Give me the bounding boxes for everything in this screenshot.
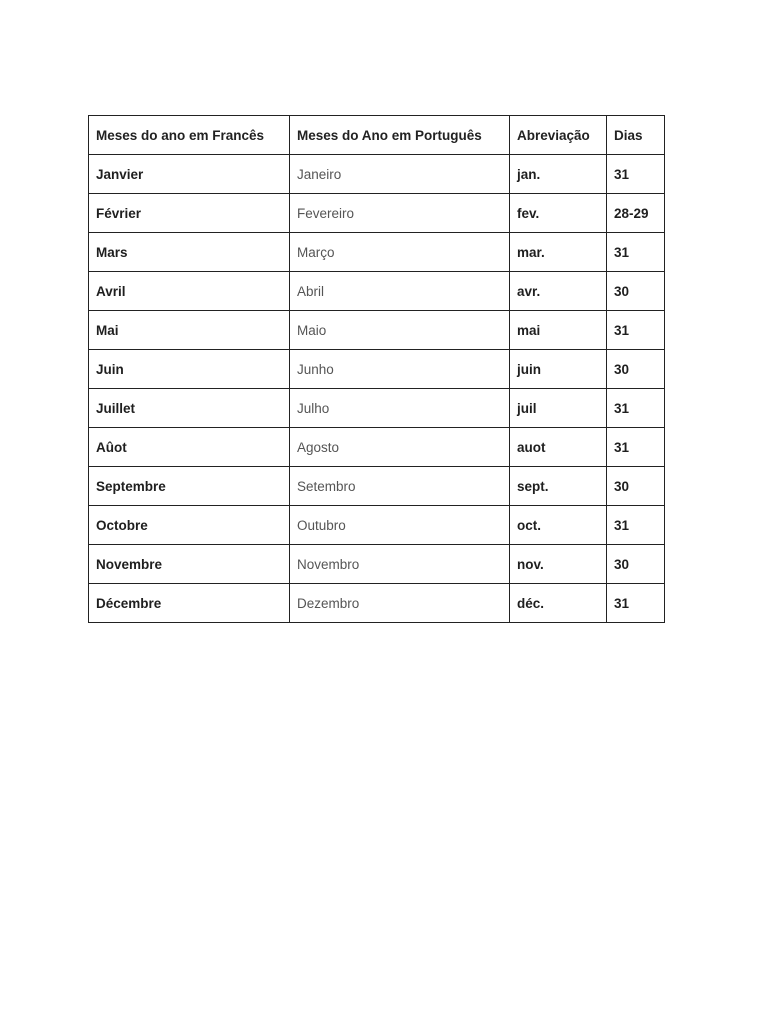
french-month-cell: Juillet bbox=[89, 389, 290, 428]
abbreviation-cell: sept. bbox=[510, 467, 607, 506]
days-cell: 30 bbox=[607, 545, 665, 584]
portuguese-month-cell: Março bbox=[290, 233, 510, 272]
portuguese-month-cell: Junho bbox=[290, 350, 510, 389]
abbreviation-cell: déc. bbox=[510, 584, 607, 623]
french-month-cell: Avril bbox=[89, 272, 290, 311]
french-month-cell: Septembre bbox=[89, 467, 290, 506]
french-month-cell: Aûot bbox=[89, 428, 290, 467]
abbreviation-cell: jan. bbox=[510, 155, 607, 194]
french-month-cell: Janvier bbox=[89, 155, 290, 194]
abbreviation-cell: nov. bbox=[510, 545, 607, 584]
french-month-cell: Mai bbox=[89, 311, 290, 350]
portuguese-month-cell: Outubro bbox=[290, 506, 510, 545]
portuguese-month-cell: Maio bbox=[290, 311, 510, 350]
days-cell: 28-29 bbox=[607, 194, 665, 233]
table-row bbox=[89, 155, 665, 194]
portuguese-month-cell: Setembro bbox=[290, 467, 510, 506]
table-row bbox=[89, 350, 665, 389]
french-month-cell: Décembre bbox=[89, 584, 290, 623]
french-month-cell: Novembre bbox=[89, 545, 290, 584]
portuguese-month-cell: Fevereiro bbox=[290, 194, 510, 233]
table-row bbox=[89, 311, 665, 350]
months-table bbox=[88, 115, 665, 623]
abbreviation-cell: avr. bbox=[510, 272, 607, 311]
table-row bbox=[89, 389, 665, 428]
portuguese-month-cell: Novembro bbox=[290, 545, 510, 584]
abbreviation-cell: mai bbox=[510, 311, 607, 350]
portuguese-month-cell: Abril bbox=[290, 272, 510, 311]
days-cell: 31 bbox=[607, 155, 665, 194]
days-cell: 30 bbox=[607, 272, 665, 311]
header-days: Dias bbox=[607, 116, 665, 155]
french-month-cell: Juin bbox=[89, 350, 290, 389]
days-cell: 31 bbox=[607, 389, 665, 428]
days-cell: 31 bbox=[607, 584, 665, 623]
days-cell: 31 bbox=[607, 233, 665, 272]
abbreviation-cell: mar. bbox=[510, 233, 607, 272]
table-row bbox=[89, 428, 665, 467]
header-portuguese-months: Meses do Ano em Português bbox=[290, 116, 510, 155]
abbreviation-cell: auot bbox=[510, 428, 607, 467]
french-month-cell: Octobre bbox=[89, 506, 290, 545]
portuguese-month-cell: Dezembro bbox=[290, 584, 510, 623]
table-header-row bbox=[89, 116, 665, 155]
table-row bbox=[89, 272, 665, 311]
portuguese-month-cell: Janeiro bbox=[290, 155, 510, 194]
abbreviation-cell: juil bbox=[510, 389, 607, 428]
table-row bbox=[89, 194, 665, 233]
table-row bbox=[89, 584, 665, 623]
table-row bbox=[89, 545, 665, 584]
french-month-cell: Février bbox=[89, 194, 290, 233]
days-cell: 31 bbox=[607, 311, 665, 350]
table-row bbox=[89, 467, 665, 506]
header-french-months: Meses do ano em Francês bbox=[89, 116, 290, 155]
abbreviation-cell: juin bbox=[510, 350, 607, 389]
table-row bbox=[89, 506, 665, 545]
portuguese-month-cell: Agosto bbox=[290, 428, 510, 467]
abbreviation-cell: fev. bbox=[510, 194, 607, 233]
header-abbreviation: Abreviação bbox=[510, 116, 607, 155]
days-cell: 30 bbox=[607, 467, 665, 506]
days-cell: 31 bbox=[607, 506, 665, 545]
days-cell: 31 bbox=[607, 428, 665, 467]
days-cell: 30 bbox=[607, 350, 665, 389]
abbreviation-cell: oct. bbox=[510, 506, 607, 545]
french-month-cell: Mars bbox=[89, 233, 290, 272]
portuguese-month-cell: Julho bbox=[290, 389, 510, 428]
table-row bbox=[89, 233, 665, 272]
